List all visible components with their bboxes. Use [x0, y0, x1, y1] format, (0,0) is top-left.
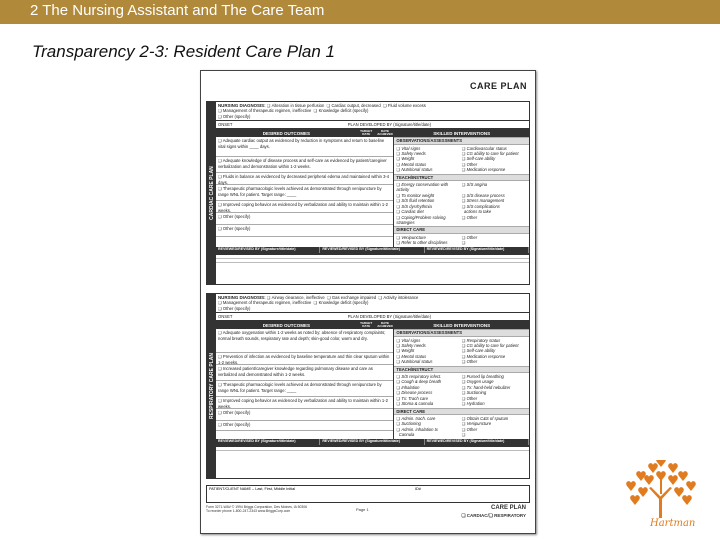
respiratory-side-label: RESPIRATORY CARE PLAN [207, 294, 216, 478]
page-number: Page 1 [356, 507, 369, 512]
cardiac-interventions: OBSERVATIONS/ASSESSMENTS ❑ Vital signs ❑ Cardiovascular status ❑ Safety needs ❑ CG ability to care for patient ❑ Weight ❑ Self-care ability ❑ Mental status ❑ Other ❑ Nutritional status ❑ Medication response TEACH/INSTRUCT ❑ Energy conservation with activity ❑ S/S angina ❑ To monitor weight ❑ S/S disease process ❑ S/S fluid retention ❑ Stress management ❑ S/S dysrhythmia ❑ S/S complications ❑ Cardiac diet actions to take ❑ Coping/Problem solving strategies ❑ Other DIRECT CARE ❑ Venipuncture ❑ Other ❑ Refer to other disciplines ❑ [394, 137, 529, 246]
respiratory-review-row: REVIEWED/REVISED BY (Signature/title/date) REVIEWED/REVISED BY (Signature/title/date) REVIEWED/REVISED BY (Signature/title/date) [216, 439, 529, 446]
cardiac-diagnosis: NURSING DIAGNOSIS: ❑ Alteration in tissue perfusion ❑ Cardiac output, decreased ❑ Fluid volume excess ❑ Management of therapeutic regimen, ineffective ❑ Knowledge deficit (specify) ❑ Other (specify) [216, 102, 529, 121]
respiratory-section: RESPIRATORY CARE PLAN NURSING DIAGNOSIS: ❑ Airway clearance, ineffective ❑ Gas exchange impaired ❑ Activity intolerance ❑ Management of therapeutic regimen, ineffective ❑ Knowledge deficit (specify) ❑ Other (specify) ONSET PLAN DEVELOPED BY (Signature/title/date) DESIRED OUTCOMES TARGET DATE DATE ACHIEVED SKILLED INTERVENTIONS ❑ Adequate oxygenation within 1-2 weeks as noted by: absence of respiratory complaints; normal breath sounds, respiratory rate and depth; skin-good color, warm and dry. ❑ Prevention of infection as evidenced by baseline temperature and thin clear sputum within 1-2 weeks. ❑ Increased patient/caregiver knowledge regarding pulmonary disease and care as verbalized and demonstrated within 1-2 weeks. ❑ Therapeutic pharmacologic levels achieved as demonstrated through venipuncture by range WNL for patient. Target range: ____ ❑ Improved coping behavior as evidenced by verbalization and ability to maintain within 1-2 weeks. ❑ Other (specify) ❑ Other (specify) OBSERVATIONS/ASSESSMENTS ❑ Vital signs ❑ Respiratory status ❑ Safety needs ❑ CG ability to care for patient ❑ Weight ❑ Self-care ability ❑ Mental status ❑ Medication response ❑ Nutritional status ❑ Other TEACH/INSTRUCT ❑ S/S respiratory infect. ❑ Pursed lip breathing ❑ Cough & deep breath ❑ Oxygen usage ❑ Inhalation ❑ Tx: hand-held nebulizer ❑ Disease process ❑ Suctioning ❑ Tx: Trach care ❑ Other ❑ Stoma & cannula ❑ Hydration DIRECT CARE ❑ Admin. trach. care ❑ Obtain C&S of sputum ❑ Suctioning ❑ Venipuncture ❑ Admin. inhalation tx ❑ Other Cannula ❑ REVIEWED/REVISED BY (Signature/title/date) REVIEWED/REVISED BY (Signature/title/date) REVIEWED/REVISED BY (Signature/title/date) [206, 293, 530, 479]
title-bar [0, 0, 720, 24]
cardiac-side-label: CARDIAC CARE PLAN [207, 102, 216, 284]
care-plan-form [200, 70, 536, 534]
id-field: ID# [415, 487, 421, 491]
patient-name-field: PATIENT/CLIENT NAME – Last, First, Middle Initial ID# [206, 485, 530, 503]
cardiac-outcomes: ❑ Adequate cardiac output as evidenced by reduction in symptoms and return to baseline vital signs within ____ days. ❑ Adequate knowledge of disease process and self-care as evidenced by patient/caregiver verbalization and demonstration within 1-2 weeks. ❑ Fluids in balance as evidenced by decreased peripheral edema and maintained within 3-4 days. ❑ Therapeutic pharmacologic levels achieved as demonstrated through venipuncture by range WNL for patient. Target range: ____ ❑ Improved coping behavior as evidenced by verbalization and ability to maintain within 1-2 weeks. ❑ Other (specify) ❑ Other (specify) [216, 137, 394, 246]
respiratory-diagnosis: NURSING DIAGNOSIS: ❑ Airway clearance, ineffective ❑ Gas exchange impaired ❑ Activity intolerance ❑ Management of therapeutic regimen, ineffective ❑ Knowledge deficit (specify) ❑ Other (specify) [216, 294, 529, 313]
footer-care-plan-title: CARE PLAN [490, 505, 526, 511]
care-plan-title: CARE PLAN [469, 81, 527, 91]
hartman-logo-text: Hartman [650, 518, 696, 529]
respiratory-interventions: OBSERVATIONS/ASSESSMENTS ❑ Vital signs ❑ Respiratory status ❑ Safety needs ❑ CG ability to care for patient ❑ Weight ❑ Self-care ability ❑ Mental status ❑ Medication response ❑ Nutritional status ❑ Other TEACH/INSTRUCT ❑ S/S respiratory infect. ❑ Pursed lip breathing ❑ Cough & deep breath ❑ Oxygen usage ❑ Inhalation ❑ Tx: hand-held nebulizer ❑ Disease process ❑ Suctioning ❑ Tx: Trach care ❑ Other ❑ Stoma & cannula ❑ Hydration DIRECT CARE ❑ Admin. trach. care ❑ Obtain C&S of sputum ❑ Suctioning ❑ Venipuncture ❑ Admin. inhalation tx ❑ Other Cannula ❑ [394, 329, 529, 438]
cardiac-section: CARDIAC CARE PLAN NURSING DIAGNOSIS: ❑ Alteration in tissue perfusion ❑ Cardiac output, decreased ❑ Fluid volume excess ❑ Management of therapeutic regimen, ineffective ❑ Knowledge deficit (specify) ❑ Other (specify) ONSET PLAN DEVELOPED BY (Signature/title/date) DESIRED OUTCOMES TARGET DATE DATE ACHIEVED SKILLED INTERVENTIONS ❑ Adequate cardiac output as evidenced by reduction in symptoms and return to baseline vital signs within ____ days. ❑ Adequate knowledge of disease process and self-care as evidenced by patient/caregiver verbalization and demonstration within 1-2 weeks. ❑ Fluids in balance as evidenced by decreased peripheral edema and maintained within 3-4 days. ❑ Therapeutic pharmacologic levels achieved as demonstrated through venipuncture by range WNL for patient. Target range: ____ ❑ Improved coping behavior as evidenced by verbalization and ability to maintain within 1-2 weeks. ❑ Other (specify) ❑ Other (specify) OBSERVATIONS/ASSESSMENTS ❑ Vital signs ❑ Cardiovascular status ❑ Safety needs ❑ CG ability to care for patient ❑ Weight ❑ Self-care ability ❑ Mental status ❑ Other ❑ Nutritional status ❑ Medication response TEACH/INSTRUCT ❑ Energy conservation with activity ❑ S/S angina ❑ To monitor weight ❑ S/S disease process ❑ S/S fluid retention ❑ Stress management ❑ S/S dysrhythmia ❑ S/S complications ❑ Cardiac diet actions to take ❑ Coping/Problem solving strategies ❑ Other DIRECT CARE ❑ Venipuncture ❑ Other ❑ Refer to other disciplines ❑ REVIEWED/REVISED BY (Signature/title/date) REVIEWED/REVISED BY (Signature/title/date) REVIEWED/REVISED BY (Signature/title/date) [206, 101, 530, 285]
plan-type-checkboxes: ❑ CARDIAC/❑ RESPIRATORY [461, 513, 526, 518]
cardiac-review-row: REVIEWED/REVISED BY (Signature/title/date) REVIEWED/REVISED BY (Signature/title/date) REVIEWED/REVISED BY (Signature/title/date) [216, 247, 529, 254]
respiratory-outcomes: ❑ Adequate oxygenation within 1-2 weeks as noted by: absence of respiratory complaints; normal breath sounds, respiratory rate and depth; skin-good color, warm and dry. ❑ Prevention of infection as evidenced by baseline temperature and thin clear sputum within 1-2 weeks. ❑ Increased patient/caregiver knowledge regarding pulmonary disease and care as verbalized and demonstrated within 1-2 weeks. ❑ Therapeutic pharmacologic levels achieved as demonstrated through venipuncture by range WNL for patient. Target range: ____ ❑ Improved coping behavior as evidenced by verbalization and ability to maintain within 1-2 weeks. ❑ Other (specify) ❑ Other (specify) [216, 329, 394, 438]
transparency-subtitle: Transparency 2-3: Resident Care Plan 1 [32, 42, 336, 61]
form-footer: Form 3271-WAV © 1994 Briggs Corporation, Des Moines, IA 50306 To reorder phone 1-800-247-2343 www.BriggsCorp.com Page 1 CARE PLAN ❑ CARDIAC/❑ RESPIRATORY [206, 505, 526, 518]
page-title: 2 The Nursing Assistant and The Care Team [30, 2, 325, 19]
